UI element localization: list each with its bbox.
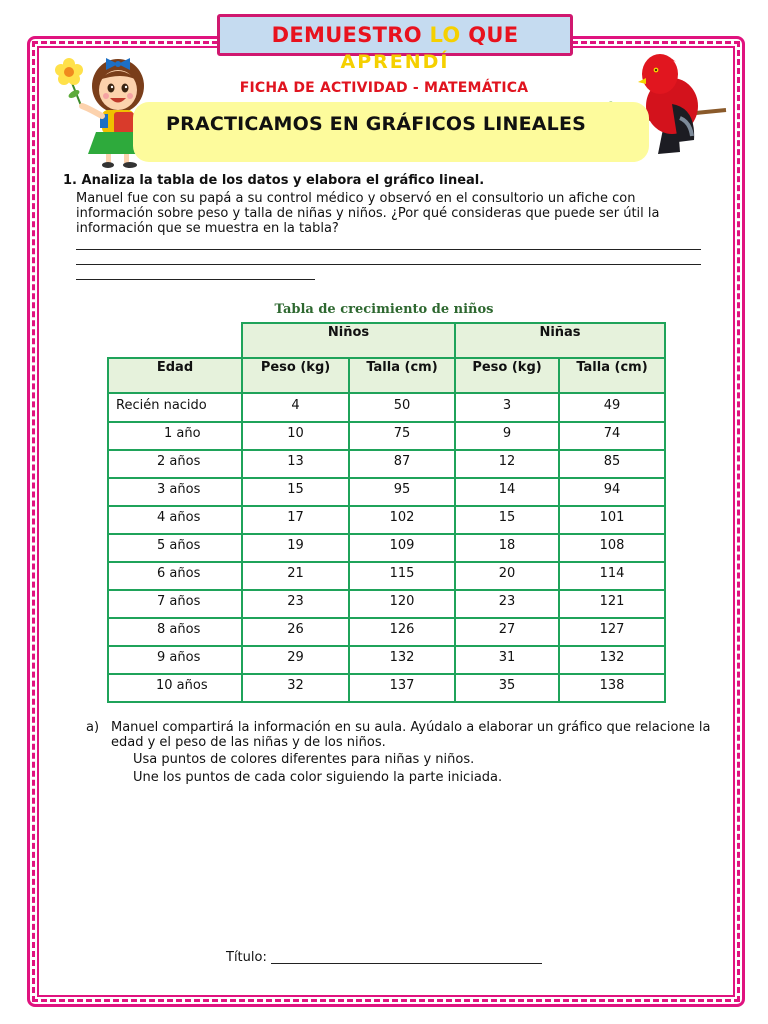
table-cell-value: 3 <box>455 393 559 422</box>
question-1-heading: 1. Analiza la tabla de los datos y elabora el gráfico lineal. <box>63 173 485 188</box>
table-cell-value: 50 <box>349 393 455 422</box>
table-caption <box>0 302 768 317</box>
table-row <box>108 534 665 562</box>
ficha-label: FICHA DE ACTIVIDAD - MATEMÁTICA <box>239 80 529 96</box>
table-group-header-row <box>108 323 665 358</box>
question-a-text: Manuel compartirá la información en su aula. Ayúdalo a elaborar un gráfico que relacione la edad y el peso de las niñas y de los niños. <box>111 720 711 750</box>
table-cell-age: 2 años <box>108 450 242 478</box>
table-cell-value: 32 <box>242 674 349 702</box>
table-cell-value: 27 <box>455 618 559 646</box>
table-cell-value: 19 <box>242 534 349 562</box>
table-cell-value: 94 <box>559 478 665 506</box>
table-cell-value: 138 <box>559 674 665 702</box>
table-cell-value: 15 <box>242 478 349 506</box>
table-cell-value: 10 <box>242 422 349 450</box>
table-cell-value: 14 <box>455 478 559 506</box>
table-cell-age: 6 años <box>108 562 242 590</box>
table-cell-value: 132 <box>349 646 455 674</box>
table-cell-value: 115 <box>349 562 455 590</box>
table-cell-value: 132 <box>559 646 665 674</box>
group-header-ninas: Niñas <box>455 323 665 358</box>
question-a-instruction-2: Une los puntos de cada color siguiendo la parte iniciada. <box>133 770 503 785</box>
table-cell-value: 137 <box>349 674 455 702</box>
table-row <box>108 646 665 674</box>
answer-line-3 <box>76 279 315 280</box>
table-row <box>108 618 665 646</box>
table-cell-value: 18 <box>455 534 559 562</box>
table-cell-age: 8 años <box>108 618 242 646</box>
table-cell-value: 9 <box>455 422 559 450</box>
table-row <box>108 478 665 506</box>
column-header: Peso (kg) <box>455 358 559 393</box>
table-row <box>108 506 665 534</box>
table-cell-value: 126 <box>349 618 455 646</box>
table-cell-value: 108 <box>559 534 665 562</box>
table-cell-value: 23 <box>242 590 349 618</box>
table-cell-value: 20 <box>455 562 559 590</box>
answer-line-1 <box>76 249 701 250</box>
table-cell-value: 26 <box>242 618 349 646</box>
table-cell-value: 121 <box>559 590 665 618</box>
table-row <box>108 422 665 450</box>
table-cell-age: 10 años <box>108 674 242 702</box>
table-row <box>108 562 665 590</box>
table-cell-value: 74 <box>559 422 665 450</box>
table-row <box>108 590 665 618</box>
question-a-instruction-1: Usa puntos de colores diferentes para niñas y niños. <box>133 752 475 767</box>
banner-overflow-text: APRENDÍ <box>340 51 450 73</box>
table-row <box>108 674 665 702</box>
column-header: Peso (kg) <box>242 358 349 393</box>
banner-word-1: DEMUESTRO <box>271 23 422 47</box>
table-cell-value: 4 <box>242 393 349 422</box>
table-cell-age: 3 años <box>108 478 242 506</box>
table-cell-age: 4 años <box>108 506 242 534</box>
column-header: Talla (cm) <box>559 358 665 393</box>
table-cell-value: 23 <box>455 590 559 618</box>
table-cell-value: 87 <box>349 450 455 478</box>
column-header: Talla (cm) <box>349 358 455 393</box>
table-cell-age: 1 año <box>108 422 242 450</box>
column-header: Edad <box>108 358 242 393</box>
titulo-label: Título: <box>226 950 267 965</box>
table-cell-value: 101 <box>559 506 665 534</box>
table-column-header-row <box>108 358 665 393</box>
table-cell-value: 85 <box>559 450 665 478</box>
table-cell-value: 127 <box>559 618 665 646</box>
table-cell-value: 21 <box>242 562 349 590</box>
table-cell-value: 95 <box>349 478 455 506</box>
table-cell-value: 13 <box>242 450 349 478</box>
table-cell-age: 5 años <box>108 534 242 562</box>
table-cell-value: 102 <box>349 506 455 534</box>
top-banner <box>217 14 573 73</box>
titulo-answer-line <box>271 963 542 964</box>
table-cell-age: 7 años <box>108 590 242 618</box>
page-title: PRACTICAMOS EN GRÁFICOS LINEALES <box>166 113 587 135</box>
table-cell-value: 17 <box>242 506 349 534</box>
banner-word-2: LO <box>429 23 461 47</box>
table-cell-value: 109 <box>349 534 455 562</box>
table-cell-value: 31 <box>455 646 559 674</box>
question-1-paragraph: Manuel fue con su papá a su control médico y observó en el consultorio un afiche con información sobre peso y talla de niñas y niños. ¿Por qué consideras que puede ser útil la información que se muestra en la tabla? <box>76 191 660 236</box>
growth-table <box>107 322 666 703</box>
question-a-label: a) <box>86 720 100 735</box>
table-cell-value: 75 <box>349 422 455 450</box>
table-cell-value: 15 <box>455 506 559 534</box>
group-header-ninos: Niños <box>242 323 455 358</box>
table-caption-text: Tabla de crecimiento de niños <box>274 302 494 317</box>
table-corner <box>108 323 242 358</box>
table-cell-value: 35 <box>455 674 559 702</box>
table-cell-value: 49 <box>559 393 665 422</box>
table-cell-value: 120 <box>349 590 455 618</box>
table-cell-value: 29 <box>242 646 349 674</box>
banner-word-3: QUE <box>468 23 519 47</box>
table-row <box>108 393 665 422</box>
table-cell-age: Recién nacido <box>108 393 242 422</box>
answer-line-2 <box>76 264 701 265</box>
table-cell-value: 12 <box>455 450 559 478</box>
table-row <box>108 450 665 478</box>
table-cell-value: 114 <box>559 562 665 590</box>
table-cell-age: 9 años <box>108 646 242 674</box>
